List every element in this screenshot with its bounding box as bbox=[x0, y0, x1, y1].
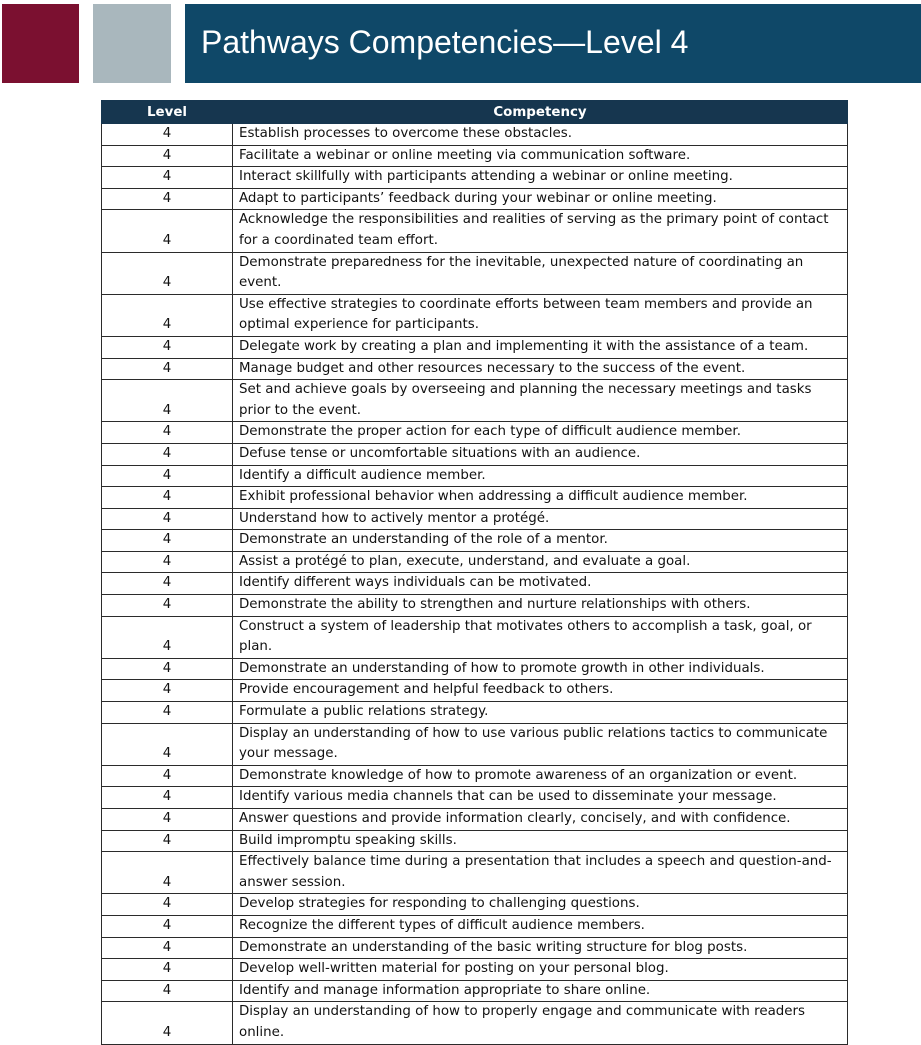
level-cell: 4 bbox=[102, 530, 233, 552]
competency-cell: Build impromptu speaking skills. bbox=[233, 830, 848, 852]
competency-cell: Delegate work by creating a plan and implementing it with the assistance of a team. bbox=[233, 336, 848, 358]
level-cell: 4 bbox=[102, 358, 233, 380]
competency-table bbox=[101, 100, 848, 1045]
competency-cell: Identify various media channels that can be used to disseminate your message. bbox=[233, 787, 848, 809]
level-cell: 4 bbox=[102, 573, 233, 595]
competency-cell: Construct a system of leadership that motivates others to accomplish a task, goal, or plan. bbox=[233, 616, 848, 658]
competency-cell: Acknowledge the responsibilities and realities of serving as the primary point of contact for a coordinated team effort. bbox=[233, 210, 848, 252]
level-cell: 4 bbox=[102, 210, 233, 252]
competency-cell: Identify different ways individuals can be motivated. bbox=[233, 573, 848, 595]
page-title: Pathways Competencies—Level 4 bbox=[201, 24, 689, 60]
level-cell: 4 bbox=[102, 852, 233, 894]
competency-cell: Display an understanding of how to use various public relations tactics to communicate your message. bbox=[233, 723, 848, 765]
table-row bbox=[102, 210, 848, 252]
competency-cell: Formulate a public relations strategy. bbox=[233, 702, 848, 724]
competency-cell: Understand how to actively mentor a protégé. bbox=[233, 508, 848, 530]
level-cell: 4 bbox=[102, 959, 233, 981]
level-cell: 4 bbox=[102, 937, 233, 959]
table-row bbox=[102, 830, 848, 852]
level-cell: 4 bbox=[102, 787, 233, 809]
level-cell: 4 bbox=[102, 830, 233, 852]
table-row bbox=[102, 487, 848, 509]
table-row bbox=[102, 188, 848, 210]
table-row bbox=[102, 124, 848, 146]
table-row bbox=[102, 894, 848, 916]
level-cell: 4 bbox=[102, 443, 233, 465]
level-cell: 4 bbox=[102, 658, 233, 680]
table-row bbox=[102, 852, 848, 894]
competency-cell: Develop strategies for responding to challenging questions. bbox=[233, 894, 848, 916]
level-cell: 4 bbox=[102, 487, 233, 509]
competency-cell: Use effective strategies to coordinate efforts between team members and provide an optimal experience for participants. bbox=[233, 294, 848, 336]
level-cell: 4 bbox=[102, 915, 233, 937]
table-row bbox=[102, 294, 848, 336]
table-row bbox=[102, 765, 848, 787]
competency-cell: Demonstrate an understanding of how to promote growth in other individuals. bbox=[233, 658, 848, 680]
table-row bbox=[102, 595, 848, 617]
competency-cell: Develop well-written material for posting on your personal blog. bbox=[233, 959, 848, 981]
maroon-block bbox=[2, 4, 79, 83]
competency-cell: Establish processes to overcome these obstacles. bbox=[233, 124, 848, 146]
competency-cell: Identify a difficult audience member. bbox=[233, 465, 848, 487]
competency-cell: Effectively balance time during a presentation that includes a speech and question-and-answer session. bbox=[233, 852, 848, 894]
table-row bbox=[102, 915, 848, 937]
competency-cell: Assist a protégé to plan, execute, understand, and evaluate a goal. bbox=[233, 551, 848, 573]
level-cell: 4 bbox=[102, 336, 233, 358]
competency-cell: Answer questions and provide information clearly, concisely, and with confidence. bbox=[233, 809, 848, 831]
table-row bbox=[102, 702, 848, 724]
table-row bbox=[102, 787, 848, 809]
level-cell: 4 bbox=[102, 809, 233, 831]
competency-cell: Identify and manage information appropriate to share online. bbox=[233, 980, 848, 1002]
table-row bbox=[102, 658, 848, 680]
table-row bbox=[102, 358, 848, 380]
table-row bbox=[102, 443, 848, 465]
level-cell: 4 bbox=[102, 680, 233, 702]
table-row bbox=[102, 1002, 848, 1044]
table-body bbox=[102, 124, 848, 1045]
level-cell: 4 bbox=[102, 551, 233, 573]
table-row bbox=[102, 680, 848, 702]
table-row bbox=[102, 252, 848, 294]
competency-cell: Recognize the different types of difficult audience members. bbox=[233, 915, 848, 937]
competency-cell: Facilitate a webinar or online meeting via communication software. bbox=[233, 145, 848, 167]
competency-cell: Set and achieve goals by overseeing and planning the necessary meetings and tasks prior to the event. bbox=[233, 380, 848, 422]
table-row bbox=[102, 980, 848, 1002]
level-cell: 4 bbox=[102, 595, 233, 617]
competency-cell: Exhibit professional behavior when addressing a difficult audience member. bbox=[233, 487, 848, 509]
level-cell: 4 bbox=[102, 765, 233, 787]
table-row bbox=[102, 508, 848, 530]
table-row bbox=[102, 422, 848, 444]
table-row bbox=[102, 336, 848, 358]
table-row bbox=[102, 573, 848, 595]
table-row bbox=[102, 959, 848, 981]
column-header-competency: Competency bbox=[233, 101, 848, 124]
table-row bbox=[102, 937, 848, 959]
level-cell: 4 bbox=[102, 465, 233, 487]
table-row bbox=[102, 145, 848, 167]
competency-cell: Demonstrate knowledge of how to promote awareness of an organization or event. bbox=[233, 765, 848, 787]
competency-cell: Manage budget and other resources necessary to the success of the event. bbox=[233, 358, 848, 380]
competency-cell: Adapt to participants’ feedback during your webinar or online meeting. bbox=[233, 188, 848, 210]
competency-cell: Demonstrate the ability to strengthen and nurture relationships with others. bbox=[233, 595, 848, 617]
table-row bbox=[102, 530, 848, 552]
level-cell: 4 bbox=[102, 188, 233, 210]
competency-cell: Defuse tense or uncomfortable situations with an audience. bbox=[233, 443, 848, 465]
column-header-level: Level bbox=[102, 101, 233, 124]
level-cell: 4 bbox=[102, 894, 233, 916]
title-banner bbox=[185, 4, 921, 83]
level-cell: 4 bbox=[102, 980, 233, 1002]
competency-cell: Demonstrate an understanding of the basic writing structure for blog posts. bbox=[233, 937, 848, 959]
level-cell: 4 bbox=[102, 167, 233, 189]
table-row bbox=[102, 723, 848, 765]
table-row bbox=[102, 380, 848, 422]
competency-cell: Demonstrate an understanding of the role of a mentor. bbox=[233, 530, 848, 552]
level-cell: 4 bbox=[102, 508, 233, 530]
level-cell: 4 bbox=[102, 380, 233, 422]
level-cell: 4 bbox=[102, 422, 233, 444]
level-cell: 4 bbox=[102, 252, 233, 294]
table-row bbox=[102, 616, 848, 658]
level-cell: 4 bbox=[102, 145, 233, 167]
competency-cell: Demonstrate the proper action for each type of difficult audience member. bbox=[233, 422, 848, 444]
table-row bbox=[102, 809, 848, 831]
table-row bbox=[102, 465, 848, 487]
level-cell: 4 bbox=[102, 723, 233, 765]
level-cell: 4 bbox=[102, 1002, 233, 1044]
competency-cell: Provide encouragement and helpful feedback to others. bbox=[233, 680, 848, 702]
gray-block bbox=[93, 4, 171, 83]
table-row bbox=[102, 167, 848, 189]
table-header-row bbox=[102, 101, 848, 124]
level-cell: 4 bbox=[102, 124, 233, 146]
competency-cell: Display an understanding of how to properly engage and communicate with readers online. bbox=[233, 1002, 848, 1044]
competency-cell: Demonstrate preparedness for the inevitable, unexpected nature of coordinating an event. bbox=[233, 252, 848, 294]
level-cell: 4 bbox=[102, 702, 233, 724]
table-row bbox=[102, 551, 848, 573]
level-cell: 4 bbox=[102, 616, 233, 658]
level-cell: 4 bbox=[102, 294, 233, 336]
competency-cell: Interact skillfully with participants attending a webinar or online meeting. bbox=[233, 167, 848, 189]
